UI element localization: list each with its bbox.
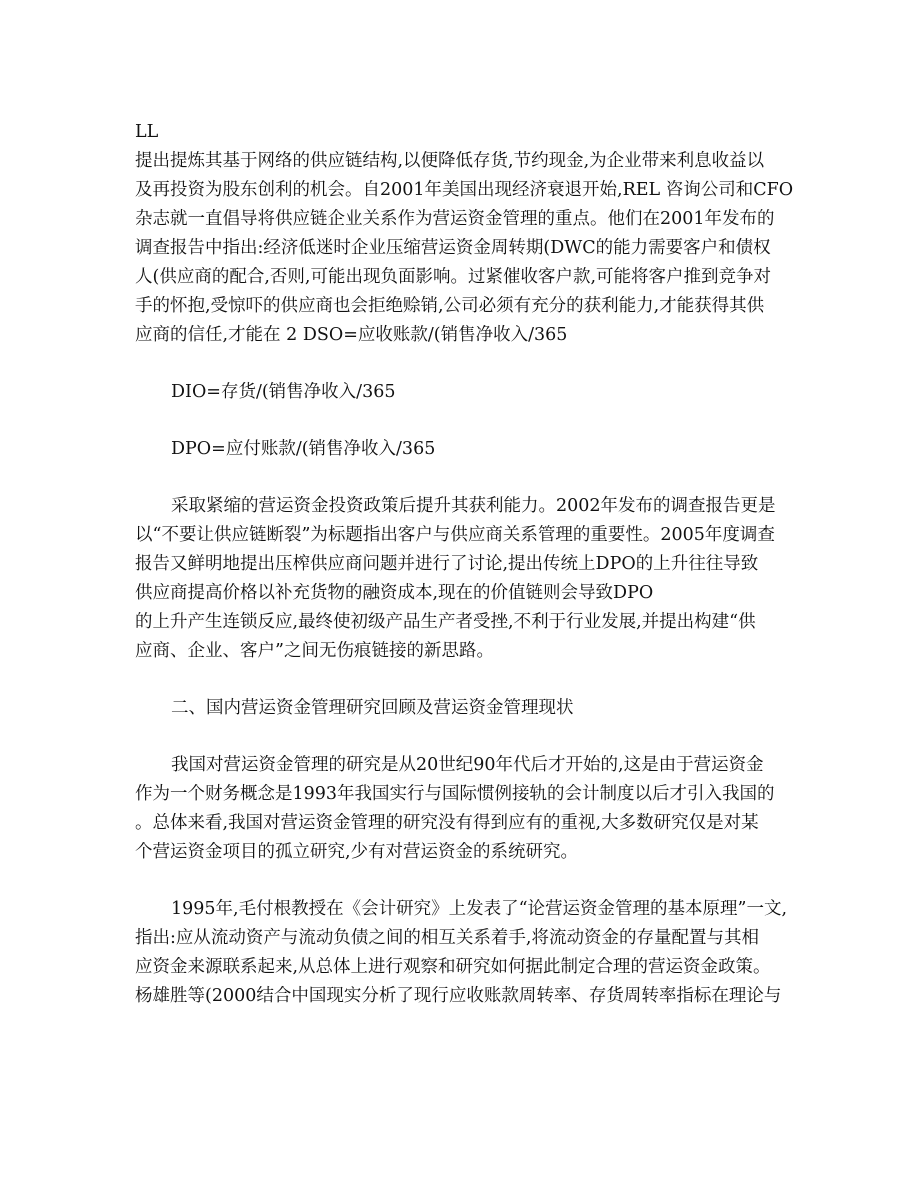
paragraph-3 <box>135 751 795 867</box>
text-line: 。总体来看,我国对营运资金管理的研究没有得到应有的重视,大多数研究仅是对某 <box>135 813 759 833</box>
formula-dio: DIO=存货/(销售净收入/365 <box>171 382 396 402</box>
text-line: 杂志就一直倡导将供应链企业关系作为营运资金管理的重点。他们在2001年发布的 <box>135 209 775 229</box>
text-line: 1995年,毛付根教授在《会计研究》上发表了“论营运资金管理的基本原理”一文, <box>171 899 788 919</box>
text-line: 的上升产生连锁反应,最终使初级产品生产者受挫,不利于行业发展,并提出构建“供 <box>135 612 756 632</box>
text-line: 采取紧缩的营运资金投资政策后提升其获利能力。2002年发布的调查报告更是 <box>171 496 776 516</box>
formula-dpo: DPO=应付账款/(销售净收入/365 <box>171 439 436 459</box>
text-line: 以“不要让供应链断裂”为标题指出客户与供应商关系管理的重要性。2005年度调查 <box>135 525 775 545</box>
text-line: 报告又鲜明地提出压榨供应商问题并进行了讨论,提出传统上DPO的上升往往导致 <box>135 554 759 574</box>
section-heading: 二、国内营运资金管理研究回顾及营运资金管理现状 <box>171 698 574 718</box>
text-line: 应商的信任,才能在 2 DSO=应收账款/(销售净收入/365 <box>135 325 568 345</box>
text-line: 人(供应商的配合,否则,可能出现负面影响。过紧催收客户款,可能将客户推到竞争对 <box>135 267 772 287</box>
document-page <box>135 118 795 1011</box>
paragraph-2 <box>135 492 795 666</box>
text-line: 调查报告中指出:经济低迷时企业压缩营运资金周转期(DWC的能力需要客户和债权 <box>135 238 771 258</box>
text-line: 手的怀抱,受惊吓的供应商也会拒绝赊销,公司必须有充分的获利能力,才能获得其供 <box>135 296 765 316</box>
text-line: 杨雄胜等(2000结合中国现实分析了现行应收账款周转率、存货周转率指标在理论与 <box>135 986 782 1006</box>
text-line: 指出:应从流动资产与流动负债之间的相互关系着手,将流动资金的存量配置与其相 <box>135 928 759 948</box>
text-line: 我国对营运资金管理的研究是从20世纪90年代后才开始的,这是由于营运资金 <box>171 755 764 775</box>
text-line: 及再投资为股东创利的机会。自2001年美国出现经济衰退开始,REL 咨询公司和CFO <box>135 180 794 200</box>
paragraph-1 <box>135 147 795 350</box>
text-line: 作为一个财务概念是1993年我国实行与国际惯例接轨的会计制度以后才引入我国的 <box>135 784 775 804</box>
text-line: 供应商提高价格以补充货物的融资成本,现在的价值链则会导致DPO <box>135 583 654 603</box>
text-line: 个营运资金项目的孤立研究,少有对营运资金的系统研究。 <box>135 842 579 862</box>
text-line: 应商、企业、客户”之间无伤痕链接的新思路。 <box>135 641 494 661</box>
paragraph-4 <box>135 895 795 1011</box>
text-line: 提出提炼其基于网络的供应链结构,以便降低存货,节约现金,为企业带来利息收益以 <box>135 151 765 171</box>
text-line: 应资金来源联系起来,从总体上进行观察和研究如何据此制定合理的营运资金政策。 <box>135 957 771 977</box>
header-mark: LL <box>135 122 159 142</box>
